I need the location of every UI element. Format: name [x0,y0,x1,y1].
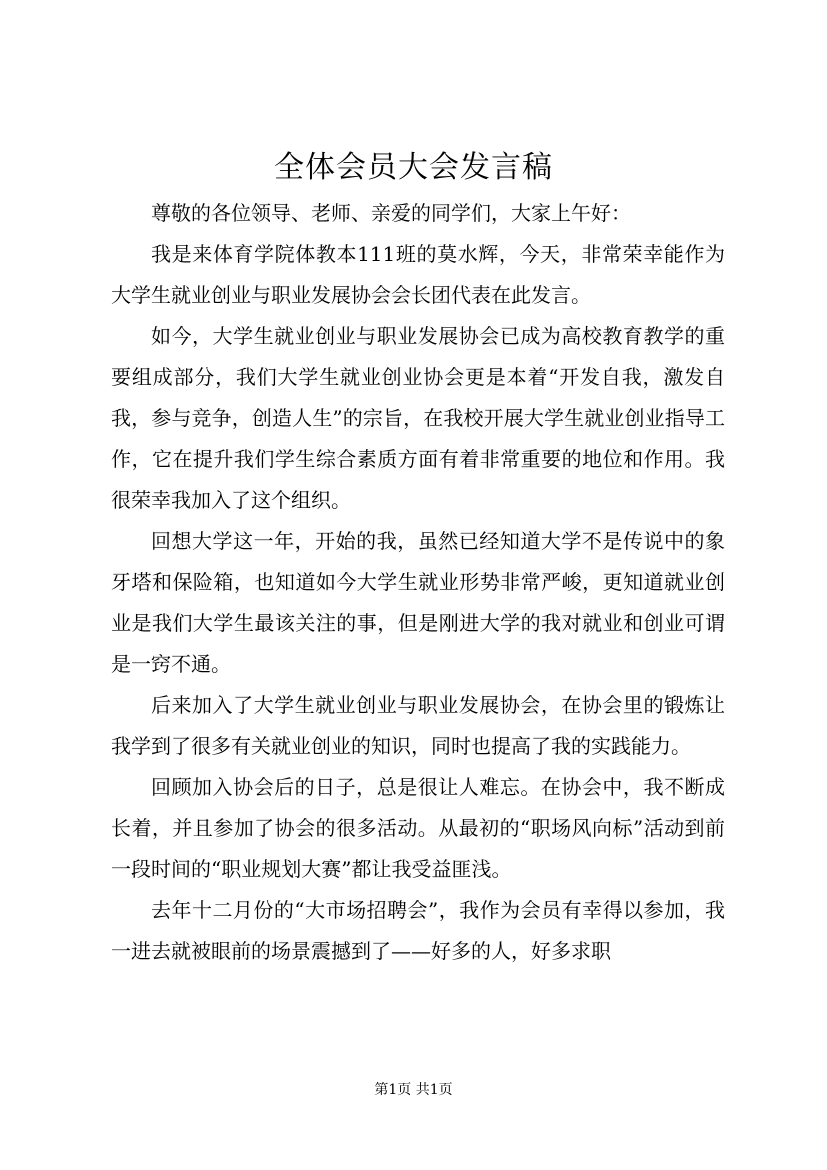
paragraph-introduction: 我是来体育学院体教本111班的莫水辉，今天，非常荣幸能作为大学生就业创业与职业发展协会会长团代表在此发言。 [111,242,725,307]
document-body [111,193,725,972]
paragraph-activities: 回顾加入协会后的日子，总是很让人难忘。在协会中，我不断成长着，并且参加了协会的很多活动。从最初的“职场风向标”活动到前一段时间的“职业规划大赛”都让我受益匪浅。 [111,775,725,881]
paragraph-first-year: 回想大学这一年，开始的我，虽然已经知道大学不是传说中的象牙塔和保险箱，也知道如今大学生就业形势非常严峻，更知道就业创业是我们大学生最该关注的事，但是刚进大学的我对就业和创业可谓是一窍不通。 [111,529,725,676]
document-title: 全体会员大会发言稿 [274,150,553,185]
paragraph-joining: 后来加入了大学生就业创业与职业发展协会，在协会里的锻炼让我学到了很多有关就业创业的知识，同时也提高了我的实践能力。 [111,693,725,758]
page-footer: 第1页 共1页 [374,1082,453,1098]
paragraph-association: 如今，大学生就业创业与职业发展协会已成为高校教育教学的重要组成部分，我们大学生就业创业协会更是本着“开发自我，激发自我，参与竞争，创造人生”的宗旨，在我校开展大学生就业创业指导工作，它在提升我们学生综合素质方面有着非常重要的地位和作用。我很荣幸我加入了这个组织。 [111,324,725,512]
paragraph-job-fair: 去年十二月份的“大市场招聘会”，我作为会员有幸得以参加，我一进去就被眼前的场景震撼到了——好多的人，好多求职 [111,898,725,963]
paragraph-greeting: 尊敬的各位领导、老师、亲爱的同学们，大家上午好： [151,201,631,225]
